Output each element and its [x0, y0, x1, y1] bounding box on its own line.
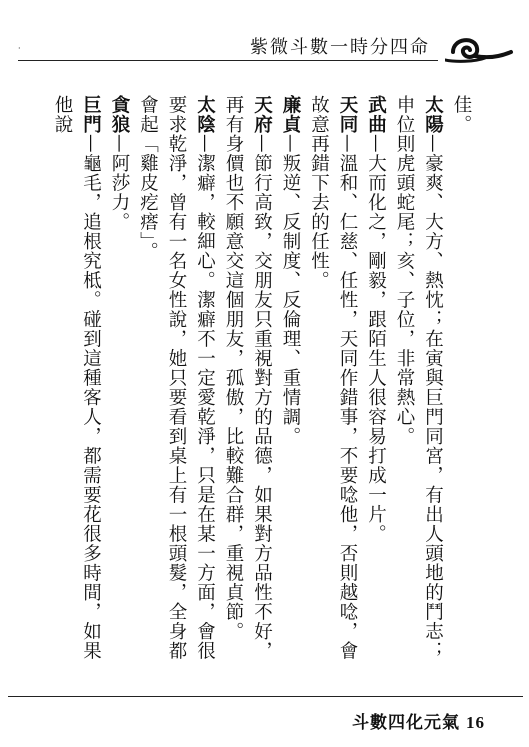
page-footer — [352, 708, 485, 733]
paragraph-tanlang: 貪狼—阿莎力。 — [109, 95, 130, 232]
paragraph-taiyang: 太陽—豪爽、大方、熱忱；在寅與巨門同宮，有出人頭地的鬥志；申位則虎頭蛇尾；亥、子位，非常熱心。 — [394, 95, 444, 661]
paragraph-tiantong: 天同—溫和、仁慈、任性，天同作錯事，不要唸他，否則越唸，會故意再錯下去的任性。 — [308, 95, 358, 661]
paragraph-continuation — [447, 95, 476, 675]
paragraph-text: 豪爽、大方、熱忱；在寅與巨門同宮，有出人頭地的鬥志；申位則虎頭蛇尾；亥、子位，非常熱心。 — [394, 95, 444, 661]
footer-rule — [8, 696, 523, 697]
paragraph-tianfu: 天府—節行高致，交朋友只重視對方的品德，如果對方品性不好，再有身價也不願意交這個朋友，孤傲，比較難合群，重視貞節。 — [223, 95, 273, 661]
paragraph-text: 龜毛，追根究柢。碰到這種客人，都需要花很多時間，如果他說 — [52, 95, 102, 661]
term-tianfu: 天府 — [251, 95, 273, 134]
cloud-ornament-icon — [445, 28, 515, 68]
term-taiyin: 太陰 — [194, 95, 216, 134]
body-text — [52, 95, 475, 675]
paragraph-taiyin: 太陰—潔癖，較細心。潔癖不一定愛乾淨，只是在某一方面，會很要求乾淨，曾有一名女性說，她只要看到桌上有一根頭髮，全身都會起「雞皮疙瘩」。 — [137, 95, 216, 661]
paragraph-text: 佳。 — [451, 95, 472, 134]
paragraph-jumen: 巨門—龜毛，追根究柢。碰到這種客人，都需要花很多時間，如果他說 — [52, 95, 102, 661]
paragraph-text: 潔癖，較細心。潔癖不一定愛乾淨，只是在某一方面，會很要求乾淨，曾有一名女性說，她只要看到桌上有一根頭髮，全身都會起「雞皮疙瘩」。 — [137, 95, 216, 661]
footer-title: 斗數四化元氣 — [352, 713, 460, 733]
paragraph-text: 阿莎力。 — [109, 153, 130, 232]
paragraph-text: 溫和、仁慈、任性，天同作錯事，不要唸他，否則越唸，會故意再錯下去的任性。 — [308, 95, 358, 661]
paragraph-text: 叛逆、反制度、反倫理、重情調。 — [280, 153, 301, 446]
term-taiyang: 太陽 — [422, 95, 444, 134]
paragraph-wuqu: 武曲—大而化之，剛毅，跟陌生人很容易打成一片。 — [365, 95, 387, 544]
page-number: 16 — [466, 713, 485, 732]
header-rule — [18, 60, 438, 61]
paragraph-text: 大而化之，剛毅，跟陌生人很容易打成一片。 — [365, 153, 387, 544]
term-wuqu: 武曲 — [365, 95, 387, 134]
page-header — [0, 0, 529, 75]
term-tanlang: 貪狼 — [109, 95, 130, 134]
header-dot: · — [18, 44, 21, 53]
term-tiantong: 天同 — [337, 95, 358, 134]
paragraph-text: 節行高致，交朋友只重視對方的品德，如果對方品性不好，再有身價也不願意交這個朋友，孤傲，比較難合群，重視貞節。 — [223, 95, 273, 661]
paragraph-lianzhen: 廉貞—叛逆、反制度、反倫理、重情調。 — [280, 95, 301, 446]
header-title: 紫微斗數一時分四命 — [250, 37, 430, 58]
term-lianzhen: 廉貞 — [280, 95, 301, 134]
term-jumen: 巨門 — [80, 95, 102, 134]
